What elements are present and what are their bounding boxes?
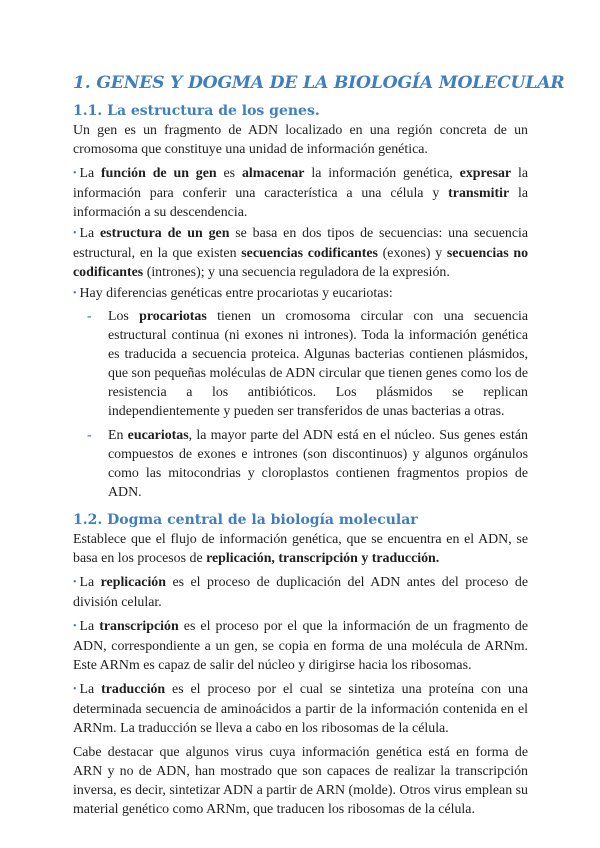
subheading-gene-structure: 1.1. La estructura de los genes. (73, 103, 320, 119)
subitem-eukaryotes: - En eucariotas, la mayor parte del ADN está en el núcleo. Sus genes están compuestos de exones e intrones (son discontinuos) y algunos orgánulos como las mitocondrias y cloroplastos contienen fragmentos propios de ADN. (87, 428, 528, 500)
dash-icon: - (87, 309, 92, 324)
bullet-icon: • (73, 684, 77, 695)
paragraph-reverse-transcription: Cabe destacar que algunos virus cuya información genética está en forma de ARN y no de ADN, han mostrado que son capaces de realizar la transcripción inversa, es decir, sintetizar ADN a partir de ARN (molde). Otros virus emplean su material genético como ARNm, que traducen los ribosomas de la célula. (73, 745, 528, 817)
bullet-replication: • La replicación es el proceso de duplicación del ADN antes del proceso de división celular. (73, 575, 528, 610)
bullet-translation: • La traducción es el proceso por el cual se sintetiza una proteína con una determinada secuencia de aminoácidos a partir de la información contenida en el ARNm. La traducción se lleva a cabo en los ribosomas de la célula. (73, 682, 528, 736)
bullet-icon: • (73, 168, 77, 179)
bullet-genetic-differences: • Hay diferencias genéticas entre procariotas y eucariotas: (73, 286, 393, 301)
document-content (73, 72, 565, 824)
bullet-icon: • (73, 621, 77, 632)
paragraph-dogma-intro: Establece que el flujo de información genética, que se encuentra en el ADN, se basa en los procesos de replicación, transcripción y traducción. (73, 532, 528, 566)
main-heading: 1. GENES Y DOGMA DE LA BIOLOGÍA MOLECULAR (73, 73, 565, 93)
bullet-icon: • (73, 577, 77, 588)
subheading-central-dogma: 1.2. Dogma central de la biología molecular (73, 512, 418, 528)
paragraph-gene-definition: Un gen es un fragmento de ADN localizado en una región concreta de un cromosoma que constituye una unidad de información genética. (73, 123, 528, 157)
dash-icon: - (87, 428, 92, 443)
bullet-icon: • (73, 228, 77, 239)
bullet-icon: • (73, 288, 77, 299)
bullet-gene-structure: • La estructura de un gen se basa en dos tipos de secuencias: una secuencia estructural, en la que existen secuencias codificantes (exones) y secuencias no codificantes (intrones); y una secuencia reguladora de la expresión. (73, 226, 529, 280)
bullet-transcription: • La transcripción es el proceso por el que la información de un fragmento de ADN, correspondiente a un gen, se copia en forma de una molécula de ARNm. Este ARNm es capaz de salir del núcleo y dirigirse hacia los ribosomas. (73, 619, 528, 673)
subitem-prokaryotes: - Los procariotas tienen un cromosoma circular con una secuencia estructural continua (ni exones ni intrones). Toda la información genética es traducida a secuencia proteica. Algunas bacterias contienen plásmidos, que son pequeñas moléculas de ADN circular que tienen genes como los de resistencia a los antibióticos. Los plásmidos se replican independientemente y pueden ser transferidos de unas bacterias a otras. (87, 309, 529, 419)
bullet-gene-function: • La función de un gen es almacenar la información genética, expresar la información para conferir una característica a una célula y transmitir la información a su descendencia. (73, 166, 528, 220)
